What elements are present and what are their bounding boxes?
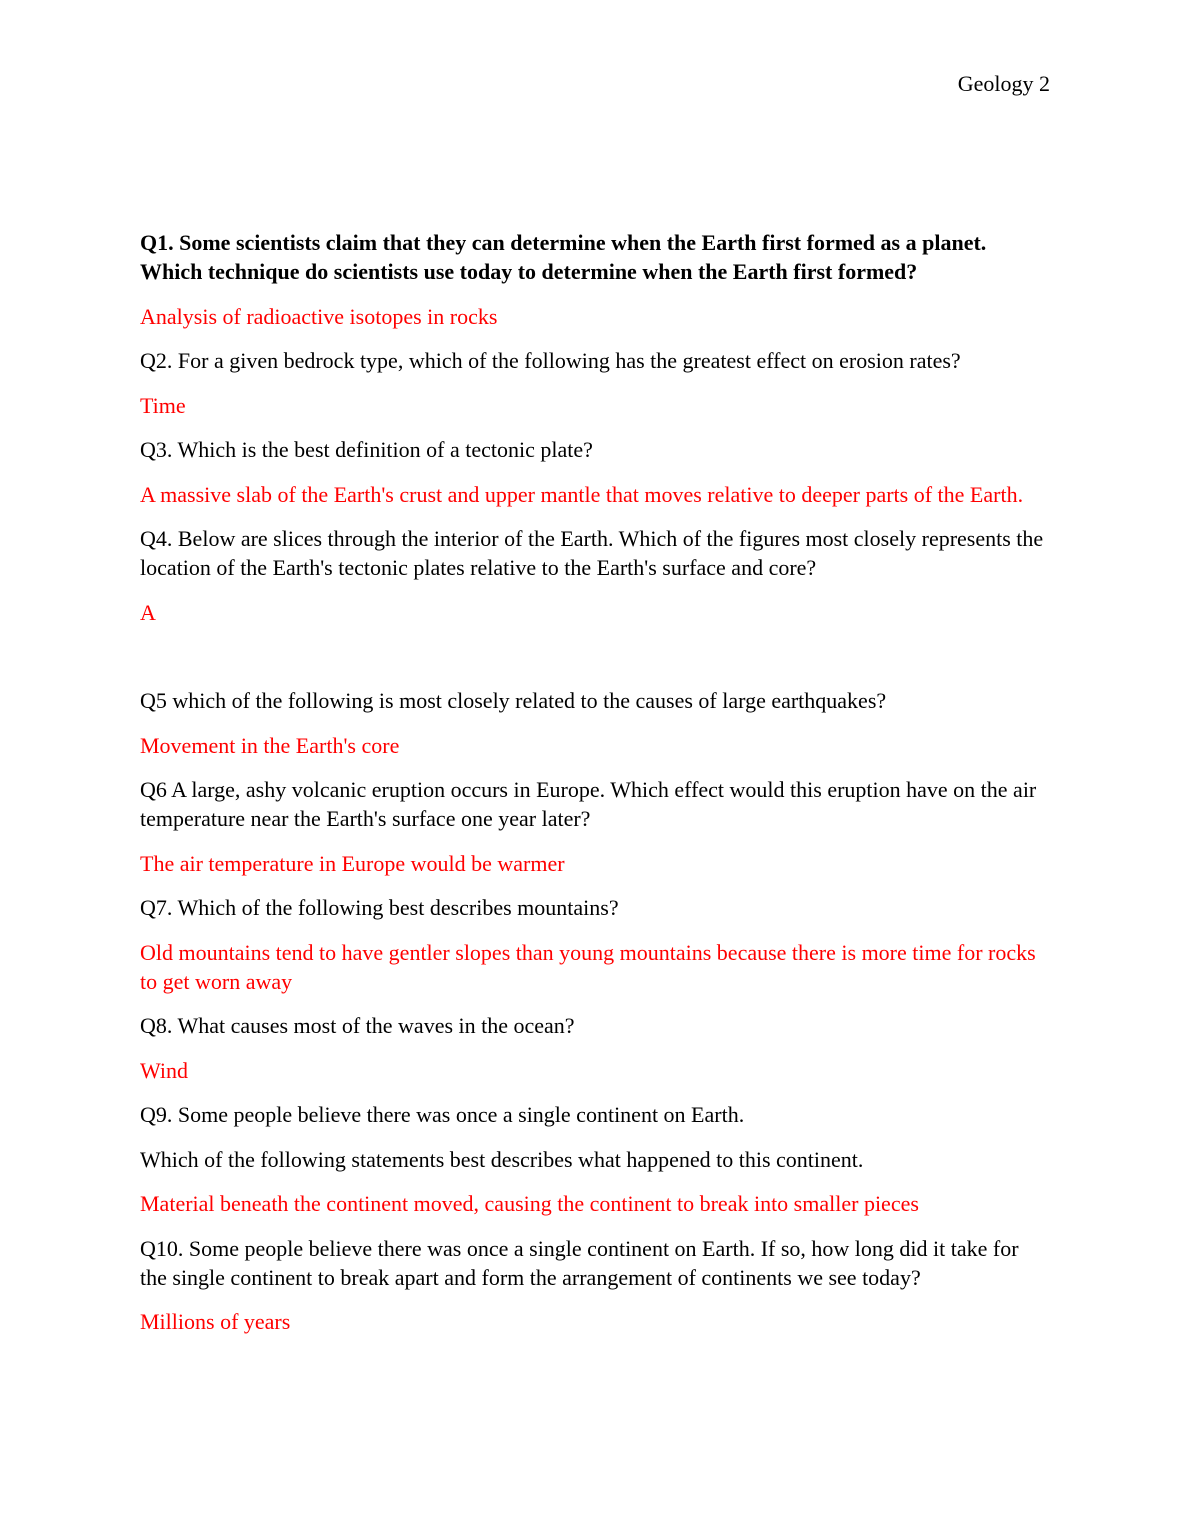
blank-line <box>140 642 1050 686</box>
answer-10: Millions of years <box>140 1309 291 1334</box>
question-10: Q10. Some people believe there was once a single continent on Earth. If so, how long did it take for the single continent to break apart and form the arrangement of continents we see today? <box>140 1235 1019 1290</box>
answer-4: A <box>140 599 156 625</box>
question-4: Q4. Below are slices through the interior of the Earth. Which of the figures most closely represents the location of the Earth's tectonic plates relative to the Earth's surface and core? <box>140 526 1044 580</box>
page-header: Geology 2 <box>957 71 1050 96</box>
answer-2: Time <box>140 392 186 418</box>
document-body <box>140 228 1050 1352</box>
answer-7: Old mountains tend to have gentler slopes than young mountains because there is more time for rocks to get worn away <box>140 939 1036 994</box>
answer-6: The air temperature in Europe would be warmer <box>140 850 565 876</box>
question-3: Q3. Which is the best definition of a tectonic plate? <box>140 437 593 462</box>
question-6: Q6 A large, ashy volcanic eruption occurs in Europe. Which effect would this eruption have on the air temperature near the Earth's surface one year later? <box>140 777 1037 831</box>
answer-3: A massive slab of the Earth's crust and upper mantle that moves relative to deeper parts of the Earth. <box>140 481 1024 507</box>
answer-8: Wind <box>140 1057 188 1083</box>
question-1: Q1. Some scientists claim that they can determine when the Earth first formed as a planet. Which technique do scientists use today to determine when the Earth first formed? <box>140 230 987 284</box>
question-7: Q7. Which of the following best describes mountains? <box>140 895 619 920</box>
question-9-continued: Which of the following statements best describes what happened to this continent. <box>140 1146 864 1172</box>
question-9: Q9. Some people believe there was once a single continent on Earth. <box>140 1102 745 1127</box>
answer-1: Analysis of radioactive isotopes in rocks <box>140 303 498 329</box>
question-8: Q8. What causes most of the waves in the ocean? <box>140 1013 575 1038</box>
answer-9: Material beneath the continent moved, causing the continent to break into smaller pieces <box>140 1191 919 1216</box>
question-2: Q2. For a given bedrock type, which of the following has the greatest effect on erosion rates? <box>140 348 961 373</box>
answer-5: Movement in the Earth's core <box>140 732 400 758</box>
question-5: Q5 which of the following is most closely related to the causes of large earthquakes? <box>140 688 887 713</box>
